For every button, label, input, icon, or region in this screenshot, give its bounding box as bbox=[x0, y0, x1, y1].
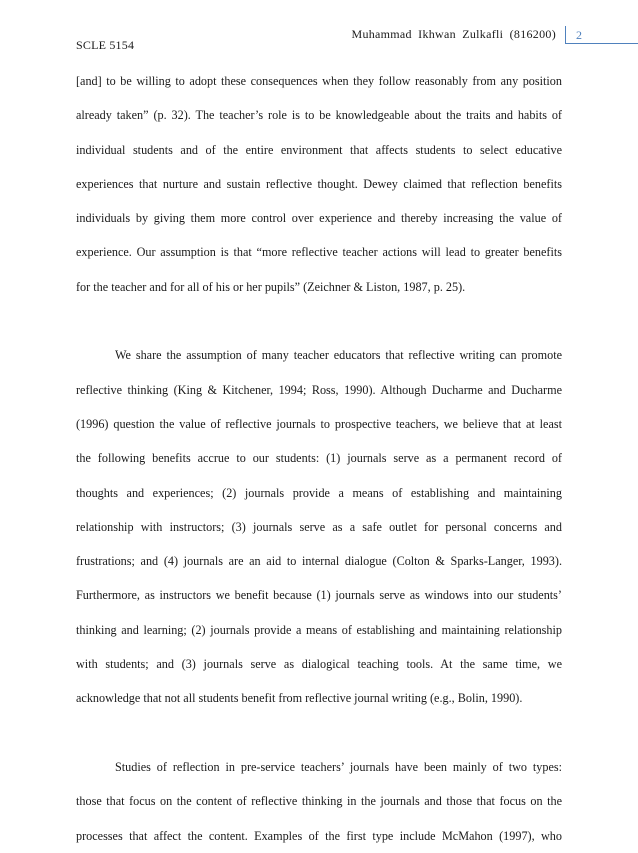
text-line: relationship with instructors; (3) journals serve as a safe outlet for personal concerns and bbox=[76, 519, 562, 534]
text-line: already taken” (p. 32). The teacher’s role is to be knowledgeable about the traits and habits of bbox=[76, 108, 562, 123]
body-text bbox=[76, 64, 562, 853]
text-line: experiences that nurture and sustain reflective thought. Dewey claimed that reflection benefits bbox=[76, 176, 562, 191]
header-rule bbox=[565, 43, 638, 44]
text-line: acknowledge that not all students benefit from reflective journal writing (e.g., Bolin, 1990). bbox=[76, 691, 523, 706]
text-line: experience. Our assumption is that “more reflective teacher actions will lead to greater benefits bbox=[76, 245, 562, 260]
paragraph-2 bbox=[76, 338, 562, 715]
text-line: frustrations; and (4) journals are an aid to internal dialogue (Colton & Sparks-Langer, 1993). bbox=[76, 554, 562, 569]
course-code: SCLE 5154 bbox=[76, 38, 135, 52]
text-line: for the teacher and for all of his or her pupils” (Zeichner & Liston, 1987, p. 25). bbox=[76, 279, 466, 294]
page-number: 2 bbox=[576, 28, 582, 42]
author-name: Muhammad Ikhwan Zulkafli (816200) bbox=[351, 27, 556, 41]
paragraph-gap bbox=[76, 716, 562, 750]
text-line: (1996) question the value of reflective journals to prospective teachers, we believe that at least bbox=[76, 416, 562, 431]
text-line: reflective thinking (King & Kitchener, 1994; Ross, 1990). Although Ducharme and Ducharme bbox=[76, 382, 562, 397]
text-line: with students; and (3) journals serve as dialogical teaching tools. At the same time, we bbox=[76, 657, 562, 672]
text-line: processes that affect the content. Examples of the first type include McMahon (1997), who bbox=[76, 828, 562, 843]
paragraph-1 bbox=[76, 64, 562, 304]
text-line: individual students and of the entire environment that affects students to select educative bbox=[76, 142, 562, 157]
paragraph-gap bbox=[76, 304, 562, 338]
text-line: the following benefits accrue to our students: (1) journals serve as a permanent record of bbox=[76, 451, 562, 466]
text-line: individuals by giving them more control over experience and thereby increasing the value of bbox=[76, 211, 562, 226]
text-line: those that focus on the content of reflective thinking in the journals and those that focus on the bbox=[76, 794, 562, 809]
text-line: thinking and learning; (2) journals provide a means of establishing and maintaining relationship bbox=[76, 622, 562, 637]
text-line: We share the assumption of many teacher educators that reflective writing can promote bbox=[115, 348, 562, 363]
text-line: [and] to be willing to adopt these consequences when they follow reasonably from any position bbox=[76, 74, 562, 88]
text-line: Furthermore, as instructors we benefit because (1) journals serve as windows into our students’ bbox=[76, 588, 562, 603]
text-line: Studies of reflection in pre-service teachers’ journals have been mainly of two types: bbox=[115, 759, 562, 774]
paragraph-3 bbox=[76, 750, 562, 853]
text-line: thoughts and experiences; (2) journals provide a means of establishing and maintaining bbox=[76, 485, 562, 500]
